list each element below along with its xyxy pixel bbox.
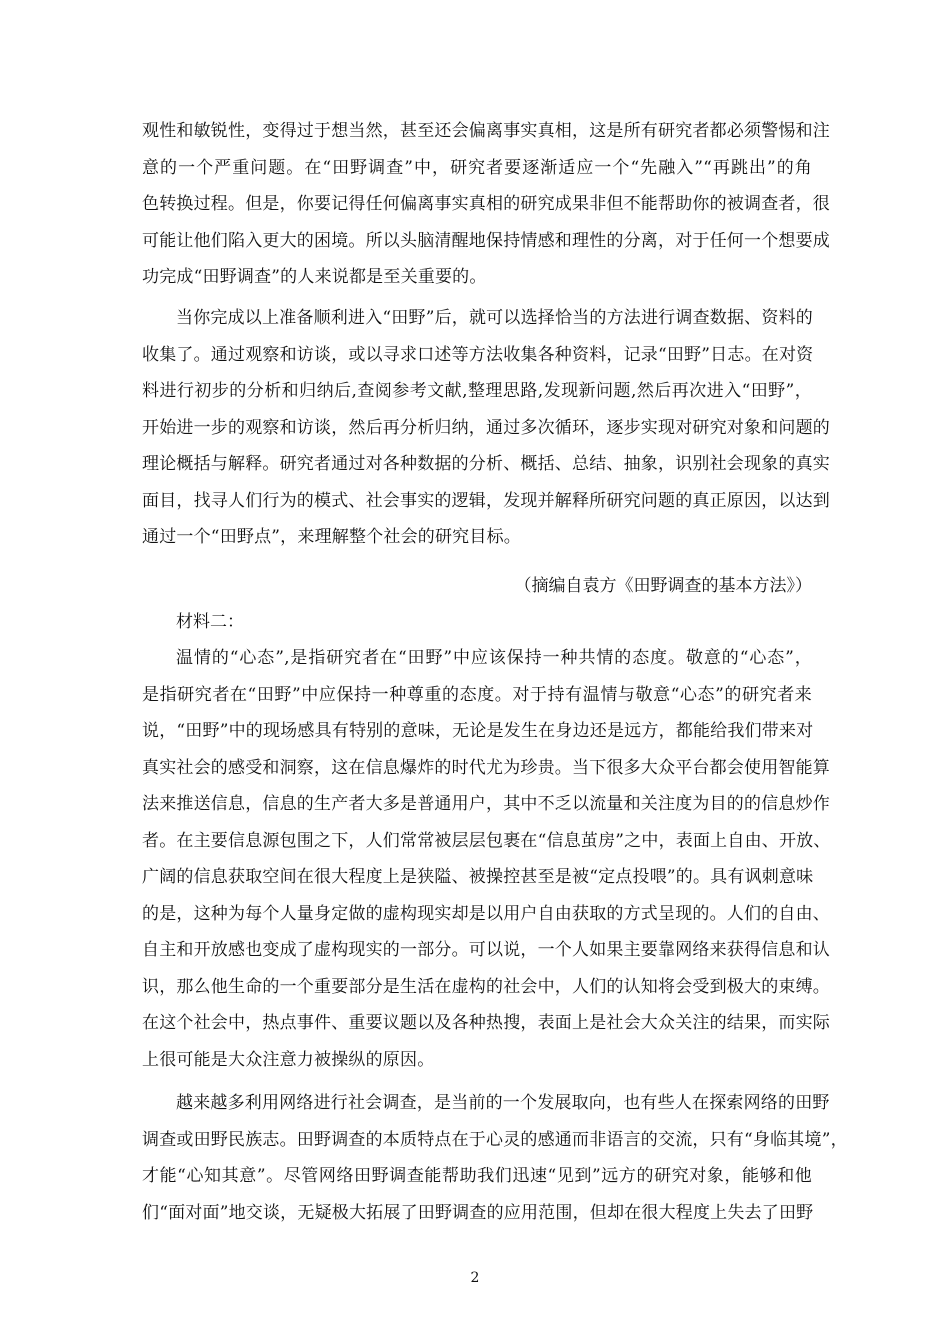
text-line: 在这个社会中，热点事件、重要议题以及各种热搜，表面上是社会大众关注的结果，而实际 [142,1013,830,1033]
text-line: 面目，找寻人们行为的模式、社会事实的逻辑，发现并解释所研究问题的真正原因，以达到 [142,490,830,511]
text-line: 理论概括与解释。研究者通过对各种数据的分析、概括、总结、抽象，识别社会现象的真实 [142,454,830,474]
paragraph-fieldwork-method [142,300,830,556]
text-line: 的是，这种为每个人量身定做的虚构现实却是以用户自由获取的方式呈现的。人们的自由、 [142,903,830,924]
text-line: 是指研究者在“田野”中应保持一种尊重的态度。对于持有温情与敬意“心态”的研究者来 [142,684,812,705]
text-line: 调查或田野民族志。田野调查的本质特点在于心灵的感通而非语言的交流，只有“身临其境”， [142,1129,848,1150]
text-line: 上很可能是大众注意力被操纵的原因。 [142,1049,435,1070]
text-line: 收集了。通过观察和访谈，或以寻求口述等方法收集各种资料，记录“田野”日志。在对资 [142,344,814,365]
text-line: 越来越多利用网络进行社会调查，是当前的一个发展取向，也有些人在探索网络的田野 [176,1093,830,1113]
text-line: 意的一个严重问题。在“田野调查”中，研究者要逐渐适应一个“先融入”“再跳出”的角 [142,157,812,178]
source-citation: （摘编自袁方《田野调查的基本方法》） [514,576,812,596]
text-line: 色转换过程。但是，你要记得任何偏离事实真相的研究成果非但不能帮助你的被调查者，很 [142,194,830,214]
text-line: 才能“心知其意”。尽管网络田野调查能帮助我们迅速“见到”远方的研究对象，能够和他 [142,1166,812,1186]
text-line: 可能让他们陷入更大的困境。所以头脑清醒地保持情感和理性的分离，对于任何一个想要成 [142,230,830,251]
text-line: 温情的“心态”,是指研究者在“田野”中应该保持一种共情的态度。敬意的“心态”， [176,648,812,668]
paragraph-continuation [142,113,830,296]
text-line: 料进行初步的分析和归纳后,查阅参考文献,整理思路,发现新问题,然后再次进入“田野”， [142,381,812,401]
text-line: 法来推送信息，信息的生产者大多是普通用户，其中不乏以流量和关注度为目的的信息炒作 [142,794,830,814]
text-line: 真实社会的感受和洞察，这在信息爆炸的时代尤为珍贵。当下很多大众平台都会使用智能算 [142,757,830,778]
page-number: 2 [470,1270,480,1286]
text-line: 通过一个“田野点”，来理解整个社会的研究目标。 [142,527,521,547]
text-line: 者。在主要信息源包围之下，人们常常被层层包裹在“信息茧房”之中，表面上自由、开放、 [142,830,831,851]
text-line: 们“面对面”地交谈，无疑极大拓展了田野调查的应用范围，但却在很大程度上失去了田野 [142,1202,814,1223]
text-line: 观性和敏锐性，变得过于想当然，甚至还会偏离事实真相，这是所有研究者都必须警惕和注 [142,121,830,141]
text-line: 功完成“田野调查”的人来说都是至关重要的。 [142,267,487,287]
paragraph-online-fieldwork [142,1085,848,1231]
text-line: 当你完成以上准备顺利进入“田野”后，就可以选择恰当的方法进行调查数据、资料的 [176,308,813,328]
text-line: 广阔的信息获取空间在很大程度上是狭隘、被操控甚至是被“定点投喂”的。具有讽刺意味 [142,867,814,887]
section-label: 材料二： [176,612,244,632]
text-line: 自主和开放感也变成了虚构现实的一部分。可以说，一个人如果主要靠网络来获得信息和认 [142,940,830,960]
text-line: 识，那么他生命的一个重要部分是生活在虚构的社会中，人们的认知将会受到极大的束缚。 [142,976,830,997]
text-line: 开始进一步的观察和访谈，然后再分析归纳，通过多次循环，逐步实现对研究对象和问题的 [142,417,830,438]
paragraph-mindset [142,640,831,1078]
text-line: 说，“田野”中的现场感具有特别的意味，无论是发生在身边还是远方，都能给我们带来对 [142,721,814,741]
